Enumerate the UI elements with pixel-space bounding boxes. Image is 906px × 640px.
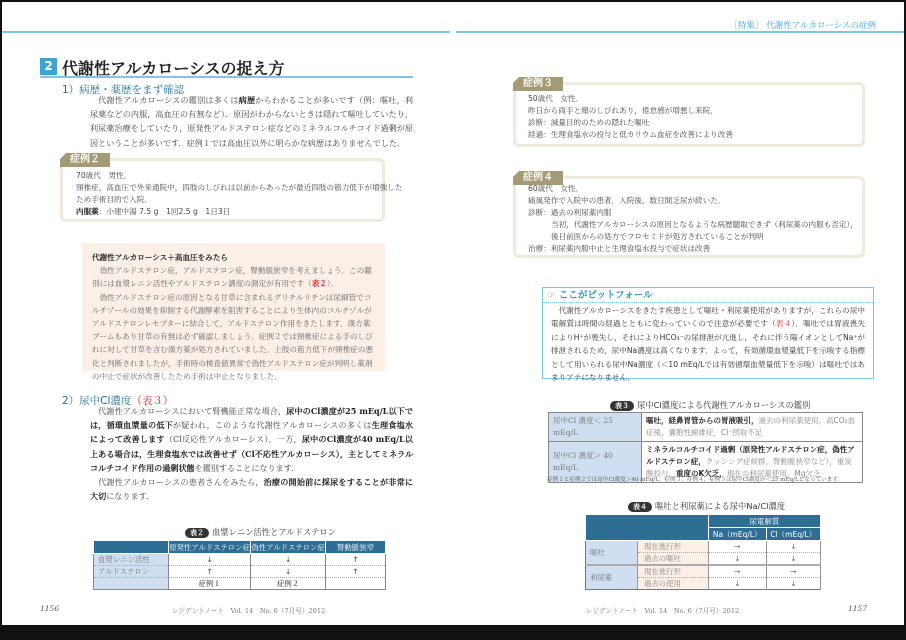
subsection-2-title: 2）尿中Cl濃度（表３） — [62, 395, 174, 407]
subsection-1-body: 代謝性アルカローシスの鑑別は多くは病歴からわかることが多いです（例：嘔吐，利尿薬などの内服，高血圧の有無など）．原因がわからないときは隠れて嘔吐していたり，利尿薬治療をしていたり，原発性アルドステロン症などのミネラルコルチコイド過剰が原因ということが多いです．症例１では高血圧以外に明らかな病歴はありませんでした． — [90, 95, 413, 148]
page-number-left: 1156 — [40, 604, 60, 613]
running-head — [730, 19, 876, 31]
bottom-border — [0, 625, 906, 640]
table-2-ref[interactable]: 表２ — [311, 279, 327, 289]
case-4-tag: 症例４ — [513, 171, 563, 185]
table-3-caption: 表３ 尿中Cl濃度による代謝性アルカローシスの鑑別 — [610, 399, 810, 411]
section-number: 2 — [40, 58, 57, 75]
case-2-text: 70歳代 男性． 頸椎症，高血圧で外来通院中，四肢のしびれは以前からあったが最近四肢の筋力低下が増強した ため手術目的で入院． 内服薬：小建中湯 7.5 g 1回2.5 g 1日3日 — [76, 171, 403, 216]
case-3-tag: 症例３ — [513, 77, 563, 91]
pitfall-box — [542, 287, 874, 383]
table-row: 症例１ 症例２ — [94, 578, 386, 590]
table-row: 血漿レニン活性 ↓ ↓ ↑ — [94, 554, 386, 566]
table-row: 嘔吐 現在進行形 → ↓ — [586, 541, 821, 553]
table-row: 尿中Cl 濃度＜ 25 mEq/L 嘔吐，経鼻胃管からの胃液吸引，過去の利尿薬使用，高CO₂血症後，嚢胞性線維症，Cl⁻摂取不足 — [549, 413, 863, 442]
table-3-ref[interactable]: （表３） — [131, 395, 174, 407]
aside-title: 代謝性アルカローシス＋高血圧をみたら — [92, 253, 229, 262]
table-row: 利尿薬 現在進行形 → → — [586, 565, 821, 578]
case-4-text: 60歳代 女性． 痛風発作で入院中の患者．入院後，数日間乏尿が続いた． 診断：過去の利尿薬内服 当初，代謝性アルカローシスの原因となるような病歴聴取できず（利尿薬の内服も否定）， 後日前医からの処方でフロセミドが処方されていることが判明 治療：利尿薬内服中止と生理食塩水投与で症状は改善 — [528, 184, 858, 253]
table-4-ref[interactable]: 表４ — [775, 319, 792, 329]
header-rule-right — [456, 31, 904, 33]
running-head-title: 代謝性アルカローシスの症例 — [766, 21, 876, 31]
table-row: アルドステロン ↑ ↓ ↑ — [94, 566, 386, 578]
journal-footer-left: レジデントノート Vol. 14 No. 6（7月号）2012 — [172, 607, 326, 615]
table-row: 過去の使用 ↓ ↓ — [586, 578, 821, 590]
table-row: 尿中Cl 濃度＞ 40 mEq/L ミネラルコルチコイド過剰（原発性アルドステロン症，偽性アルドステロン症，クッシング症候群，腎動脈狭窄など），重炭酸投与，重度のK欠乏，現在の利尿薬使用，Mg欠乏 — [549, 442, 863, 483]
page-number-right: 1157 — [848, 604, 868, 613]
table-2-caption: 表２ 血漿レニン活性とアルドステロン — [185, 526, 336, 538]
table-2: 原発性アルドステロン症 偽性アルドステロン症 腎動脈狭窄 血漿レニン活性 ↓ ↓ ↑ アルドステロン ↑ ↓ ↑ 症例１ 症例２ — [93, 540, 386, 590]
table-4-caption: 表４ 嘔吐と利尿薬による尿中Na/Cl濃度 — [628, 500, 785, 512]
header-rule-left — [2, 31, 450, 33]
table-4: 尿電解質 Na（mEq/L） Cl（mEq/L） 嘔吐 現在進行形 → ↓ 過去の嘔吐 ↓ ↓ 利尿薬 現在進行形 → → 過去の使用 ↓ ↓ — [585, 514, 821, 590]
running-head-tag: ［特集］ — [729, 21, 764, 31]
section-title: 代謝性アルカローシスの捉え方 — [62, 59, 285, 78]
hypertension-aside — [82, 243, 385, 381]
table-3 — [548, 412, 863, 483]
pitfall-heading: ☞ ここがピットフォール — [543, 288, 873, 303]
case-2-tag: 症例２ — [60, 153, 110, 167]
pitfall-body: 代謝性アルカローシスをきたす疾患として嘔吐・利尿薬使用がありますが，これらの尿中電解質は時間の経過とともに変わっていくので注意が必要です（表４）．嘔吐では胃液喪失によりH⁺が喪失し，それによりHCO₃⁻の尿排泄が亢進し，それに伴う陽イオンとしてNa⁺が排泄されるため，尿中Na濃度は高くなります．よって，有効循環血漿量低下を示唆する指標として用いられる尿中Na濃度（＜10 mEq/Lでは有効循環血漿量低下を示唆）は嘔吐ではあまりアテになりません． — [551, 306, 865, 383]
subsection-2-body: 代謝性アルカローシスにおいて腎機能正常な場合，尿中のCl濃度が25 mEq/L以下では，循環血漿量の低下が疑われ，このような代謝性アルカローシスの多くは生理食塩水によって改善します（Cl反応性アルカローシス）．一方，尿中のCl濃度が40 mEq/L以上ある場合は，生理食塩水では改善せず（Cl不応性アルカローシス），主としてミネラルコルチコイド作用の過剰状態を鑑別することになります． 代謝性アルカローシスの患者さんをみたら，治療の開始前に採尿をすることが非常に大切になります． — [90, 406, 413, 502]
case-3-text: 50歳代 女性． 昨日から両手と顔のしびれあり，倦怠感が増悪し来院． 診断：減量目的のための隠れた嘔吐 経過：生理食塩水の投与と低カリウム血症を改善により改善 — [528, 94, 733, 139]
journal-footer-right: レジデントノート Vol. 14 No. 6（7月号）2012 — [586, 607, 740, 615]
pointing-hand-icon: ☞ — [547, 290, 556, 301]
table-row: 過去の嘔吐 ↓ ↓ — [586, 553, 821, 566]
aside-paragraph-1: 偽性アルドステロン症，アルドステロン症，腎動脈狭窄を考えましょう．この鑑別には血漿レニン活性やアルドステロン濃度の測定が有用です（表２）． — [92, 266, 372, 289]
section-heading — [40, 56, 413, 78]
table-3-note: 症例１と症例２では尿中Cl濃度＞40 mEq/L，症例３，症例４，症例５は尿中Cl濃度が＜25 mEq/Lとなっています． — [547, 477, 843, 483]
aside-paragraph-2: 偽性アルドステロン症の原因となる甘草に含まれるグリチルリチンは尿細管でコルチゾールの効果を抑制する代謝酵素を阻害することにより生体内のコルチゾルがアルドステロンレセプターに結合して，アルドステロン作用をきたします．漢方薬ブームもあり甘草の有無は必ず確認しましょう．症例２では頸椎症による手のしびれに対して甘草を含む漢方薬が処方されていました．上肢の筋力低下が頸椎症の悪化と判断されましたが，手術時の検査値異常で偽性アルドステロン症が判明し薬剤の中止で症状が改善したため手術は中止となりました． — [92, 292, 373, 381]
subsection-1-title: 1）病歴・薬歴をまず確認 — [62, 84, 185, 96]
